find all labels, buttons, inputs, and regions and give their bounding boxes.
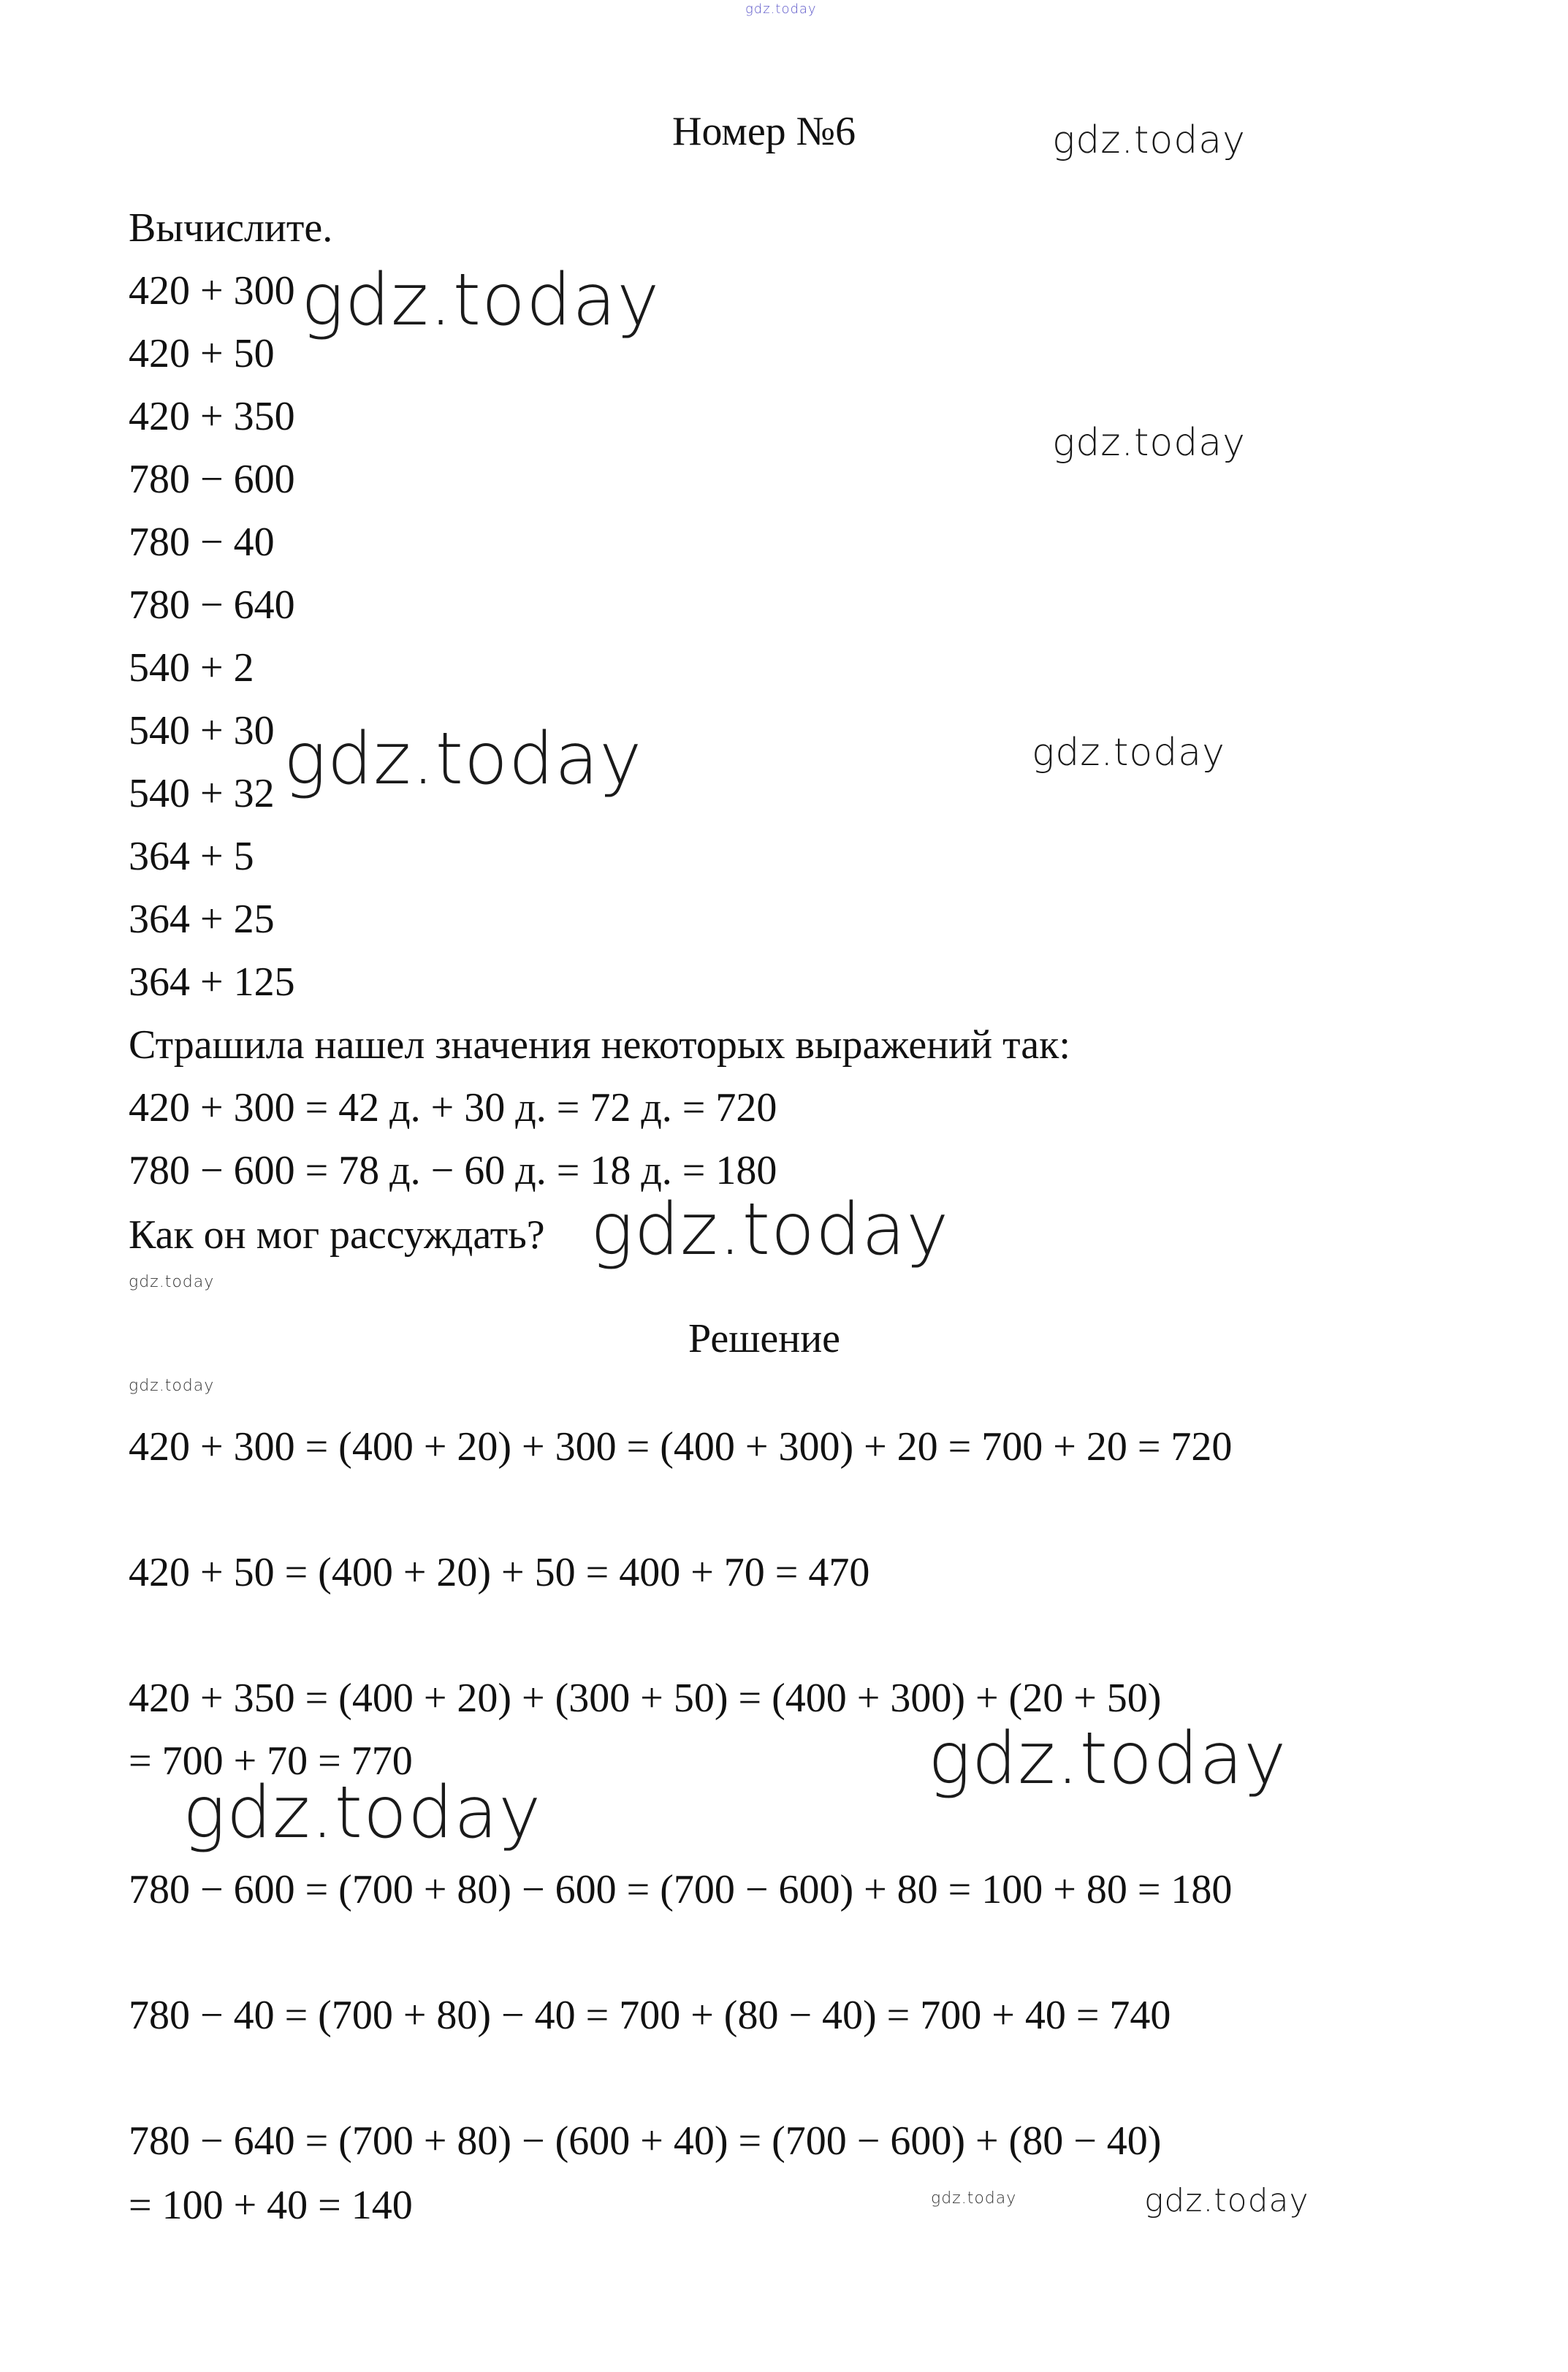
expression: 364 + 25	[129, 897, 275, 942]
expression: 364 + 5	[129, 834, 254, 879]
expression: 420 + 50	[129, 331, 275, 376]
solution-line: 420 + 300 = (400 + 20) + 300 = (400 + 300) + 20 = 700 + 20 = 720	[129, 1424, 1233, 1470]
solution-line: = 100 + 40 = 140	[129, 2183, 413, 2228]
watermark: gdz.today	[1144, 2182, 1309, 2219]
watermark: gdz.today	[590, 1188, 950, 1271]
expression: 780 − 40	[129, 520, 275, 565]
expression: 540 + 2	[129, 645, 254, 691]
expression: 540 + 30	[129, 708, 275, 753]
watermark: gdz.today	[129, 1377, 215, 1395]
watermark: gdz.today	[1052, 421, 1246, 465]
solution-line: 780 − 640 = (700 + 80) − (600 + 40) = (700 − 600) + (80 − 40)	[129, 2118, 1162, 2164]
expression: 364 + 125	[129, 959, 295, 1005]
solution-line: 420 + 350 = (400 + 20) + (300 + 50) = (400 + 300) + (20 + 50)	[129, 1676, 1162, 1721]
watermark: gdz.today	[183, 1771, 542, 1855]
watermark: gdz.today	[301, 259, 661, 342]
solution-line: 780 − 40 = (700 + 80) − 40 = 700 + (80 − 40) = 700 + 40 = 740	[129, 1993, 1171, 2038]
example-line: 420 + 300 = 42 д. + 30 д. = 72 д. = 720	[129, 1085, 777, 1130]
watermark: gdz.today	[1052, 118, 1246, 162]
example-line: 780 − 600 = 78 д. − 60 д. = 18 д. = 180	[129, 1148, 777, 1193]
expression: 780 − 640	[129, 582, 295, 628]
watermark: gdz.today	[1032, 731, 1225, 775]
watermark: gdz.today	[928, 1717, 1287, 1801]
watermark: gdz.today	[129, 1273, 215, 1291]
watermark: gdz.today	[283, 718, 643, 801]
expression: 420 + 300	[129, 268, 295, 313]
page-title: Номер №6	[672, 109, 856, 154]
expression: 420 + 350	[129, 394, 295, 439]
solution-line: 420 + 50 = (400 + 20) + 50 = 400 + 70 = 470	[129, 1550, 870, 1595]
task-prompt: Вычислите.	[129, 205, 333, 251]
expression: 780 − 600	[129, 457, 295, 502]
watermark: gdz.today	[931, 2189, 1017, 2208]
solution-line: 780 − 600 = (700 + 80) − 600 = (700 − 600) + 80 = 100 + 80 = 180	[129, 1867, 1233, 1912]
question: Как он мог рассуждать?	[129, 1212, 545, 1258]
solution-heading: Решение	[688, 1316, 841, 1361]
expression: 540 + 32	[129, 771, 275, 816]
explanation-intro: Страшила нашел значения некоторых выражений так:	[129, 1022, 1070, 1068]
solution-line: = 700 + 70 = 770	[129, 1738, 413, 1784]
watermark-top: gdz.today	[745, 1, 817, 17]
